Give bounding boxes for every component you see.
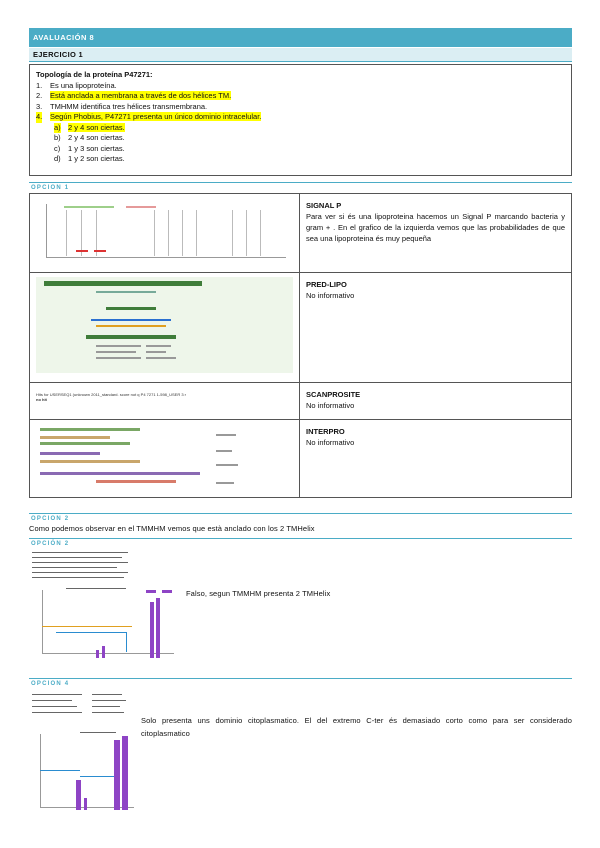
interpro-title: INTERPRO [306, 427, 345, 436]
tmhmm-plot-image [36, 586, 176, 658]
interpro-image-cell [30, 420, 300, 498]
phobius-text-output-image [32, 692, 132, 722]
answer-option-a: a) 2 y 4 son ciertas. [54, 122, 125, 132]
phobius-plot-image [36, 728, 136, 810]
predlipo-text-cell [300, 273, 572, 383]
statement-4: 4. Según Phobius, P47271 presenta un único dominio intracelular. [36, 112, 262, 121]
opcion-1-header: OPCION 1 [29, 182, 572, 192]
tmhmm-text-output-image [32, 550, 132, 582]
answer-option-d: d) 1 y 2 son ciertas. [54, 154, 125, 163]
scanprosite-title: SCANPROSITE [306, 390, 361, 399]
question-prompt: Topología de la proteína P47271: [36, 70, 153, 79]
table-row [30, 273, 572, 383]
predlipo-title: PRED-LIPO [306, 280, 347, 289]
opcion-2-text: Como podemos observar en el TMMHM vemos que està anclado con los 2 TMHelix [29, 524, 315, 533]
signalp-text-cell [300, 194, 572, 273]
interpro-domains-image [36, 424, 293, 490]
interpro-text-cell [300, 420, 572, 498]
table-row [30, 194, 572, 273]
exercise-header [29, 48, 572, 62]
scanprosite-nohit: no hit [36, 396, 47, 402]
scanprosite-body: No informativo [306, 401, 355, 410]
scanprosite-hit-line: Hits for USERSEQ1 (unknown 2011_standard. score not q P4 7271 1-598_USER 3 r [36, 392, 187, 397]
opcion-4-header: OPCION 4 [29, 678, 572, 688]
statement-2: 2. Está anclada a membrana a través de dos hélices TM. [36, 91, 232, 100]
opcion-4-caption: Solo presenta uns dominio citoplasmatico. El del extremo C-ter és demasiado corto como para ser considerado citoplasmatico [141, 716, 572, 738]
answer-option-b: b) 2 y 4 son ciertas. [54, 133, 125, 142]
signalp-body: Para ver si és una lipoproteina hacemos un Signal P marcando bacteria y gram + . En el grafico de la izquierda vemos que las probabilidades de que sea una lipoproteina és muy pequeña [306, 212, 565, 243]
predlipo-body: No informativo [306, 291, 355, 300]
opcion-1-table [29, 193, 572, 498]
signalp-title: SIGNAL P [306, 201, 342, 210]
statement-1: 1. Es una lipoproteína. [36, 80, 117, 90]
table-row [30, 420, 572, 498]
predlipo-image-cell [30, 273, 300, 383]
exercise-title: EJERCICIO 1 [33, 50, 83, 59]
table-row [30, 383, 572, 420]
page-title: AVALUACIÓN 8 [33, 33, 95, 42]
interpro-body: No informativo [306, 438, 355, 447]
predlipo-result-image [36, 277, 293, 373]
answer-option-c: c) 1 y 3 son ciertas. [54, 143, 125, 153]
section-title-bar [29, 28, 572, 47]
signalp-image-cell [30, 194, 300, 273]
question-box [29, 64, 572, 176]
scanprosite-result-image [36, 387, 293, 402]
opcion-2b-caption: Falso, segun TMMHM presenta 2 TMHelix [186, 589, 331, 598]
scanprosite-text-cell [300, 383, 572, 420]
opcion-2b-header: OPCIÓN 2 [29, 538, 572, 548]
scanprosite-image-cell [30, 383, 300, 420]
statement-3: 3. TMHMM identifica tres hélices transmembrana. [36, 101, 208, 111]
opcion-2-header: OPCION 2 [29, 513, 572, 523]
signalp-plot-image [36, 198, 293, 264]
